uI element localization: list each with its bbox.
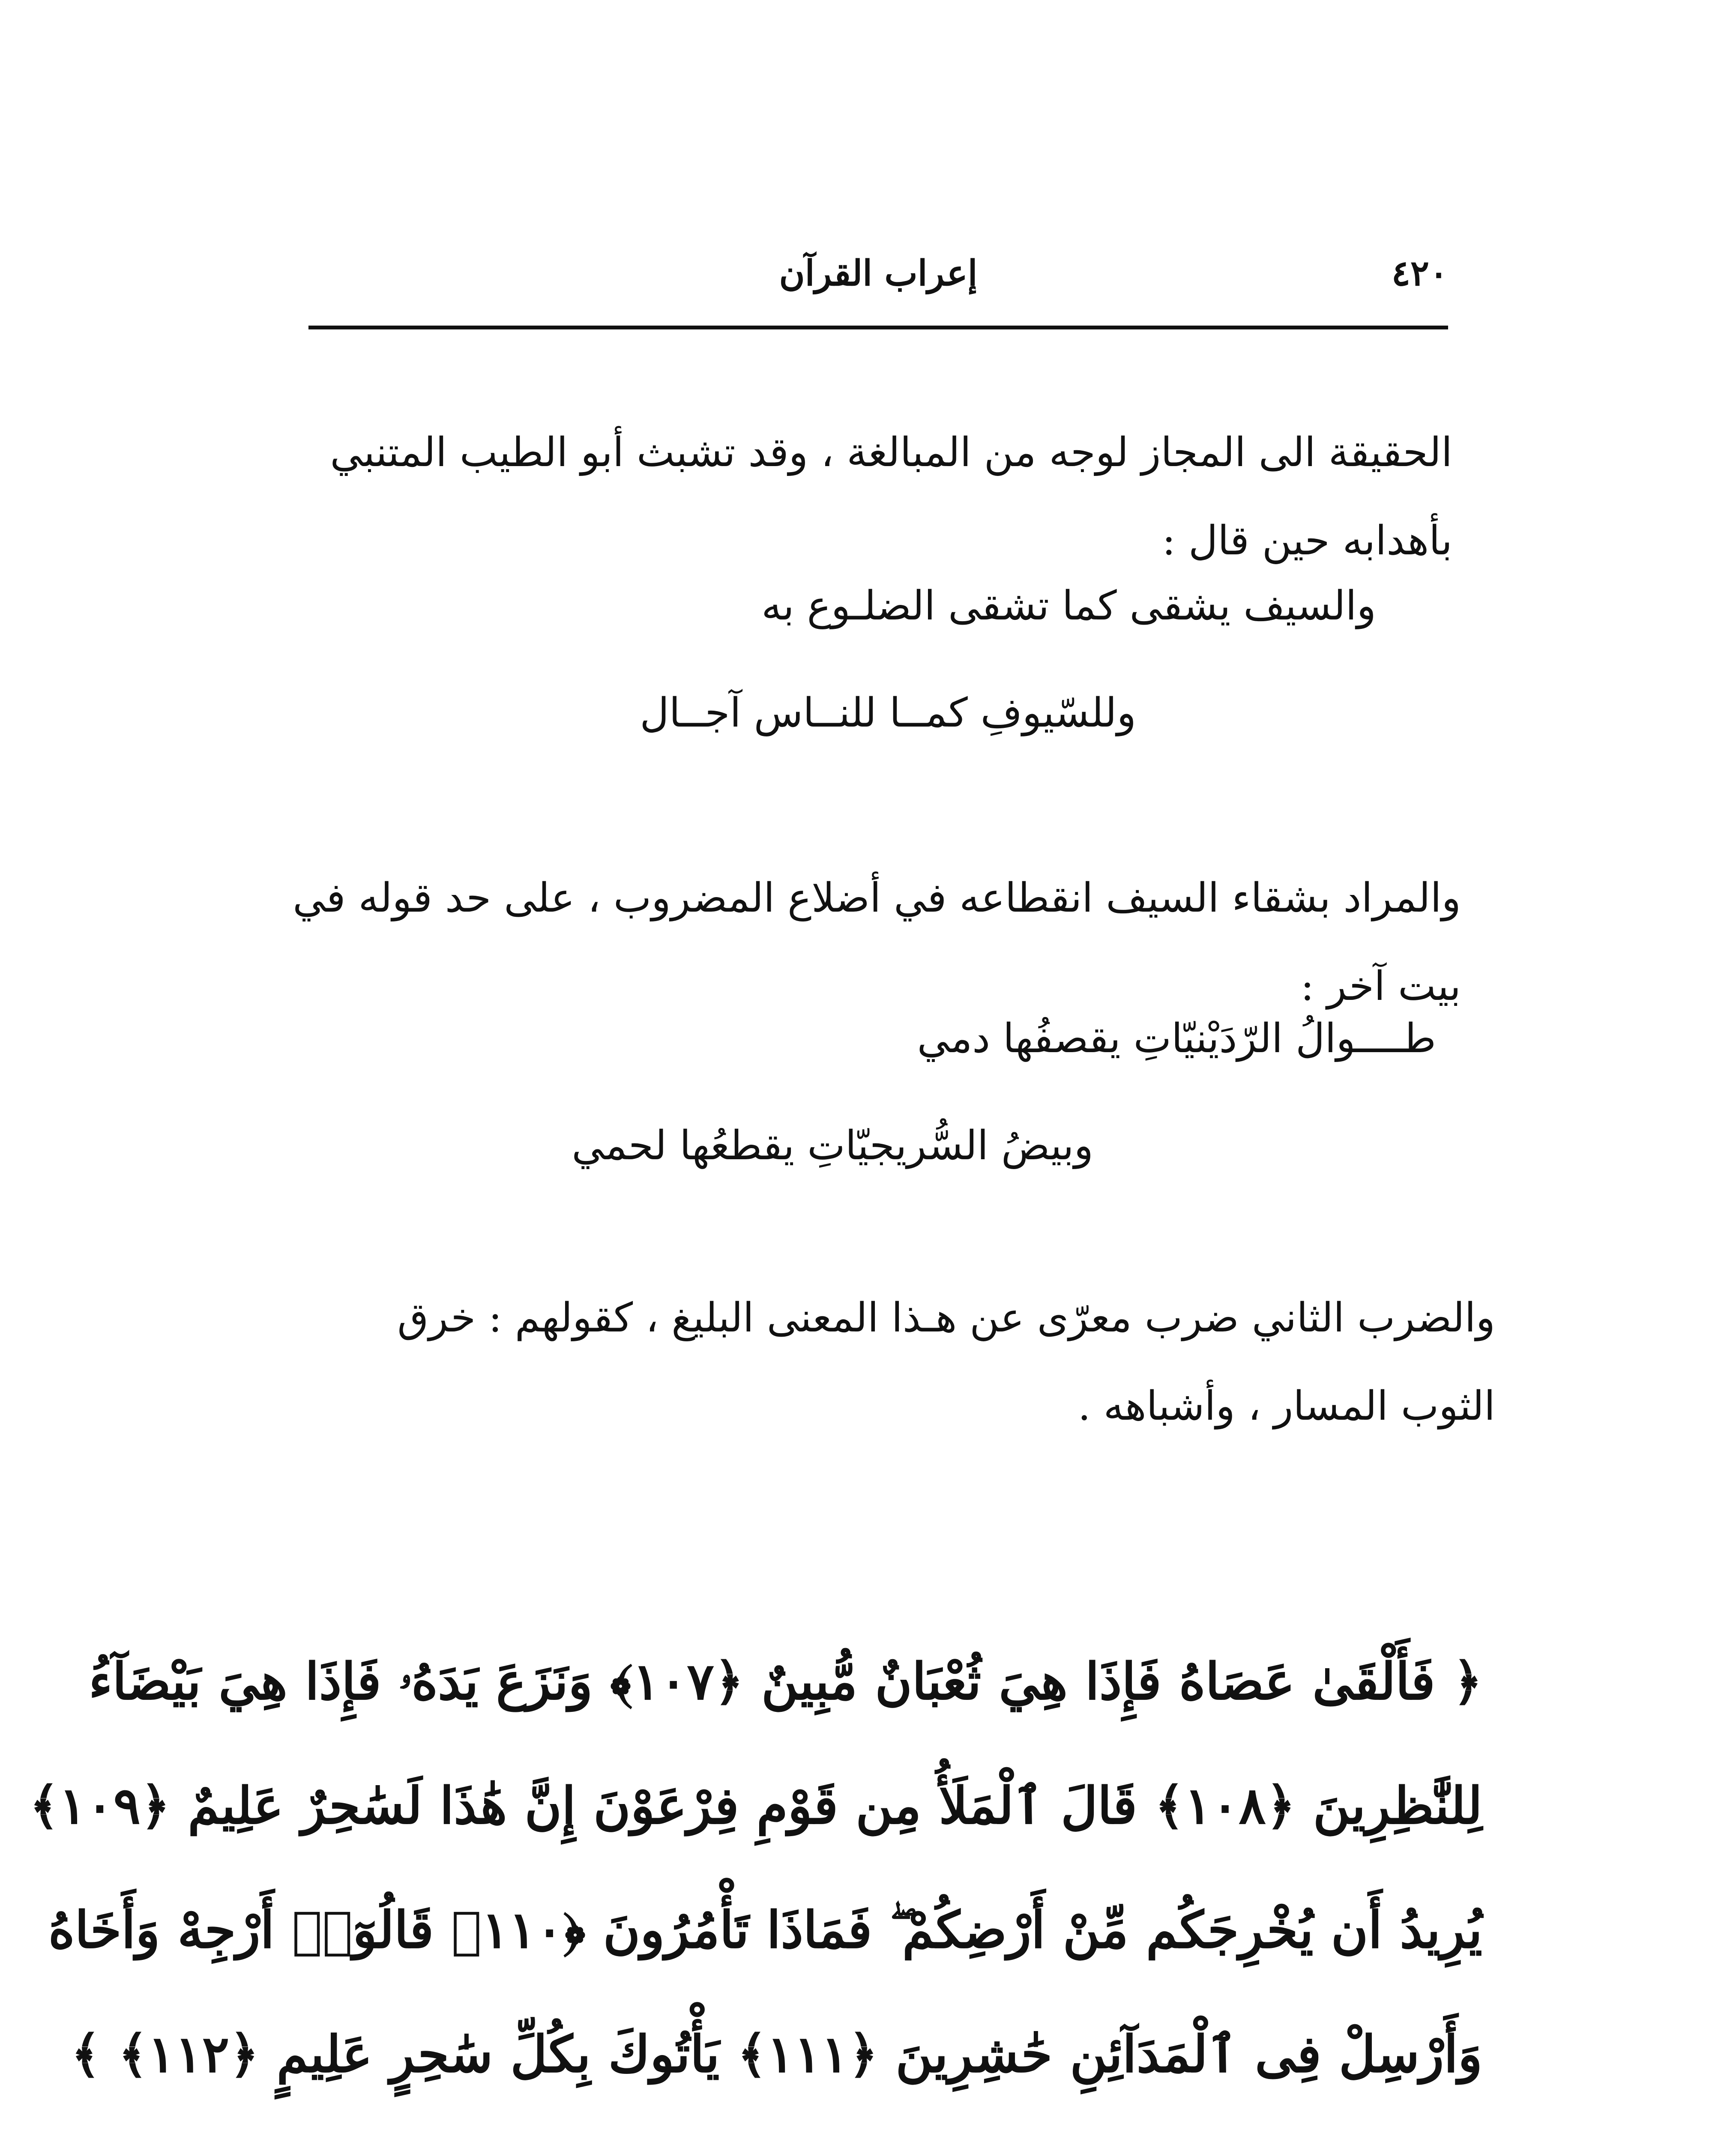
quran-line-4: وَأَرْسِلْ فِى ٱلْمَدَآئِنِ حَٰشِرِينَ ﴿١١١﴾ يَأْتُوكَ بِكُلِّ سَٰحِرٍ عَلِيمٍ ﴿١١٢﴾ ﴾	[71, 2024, 1482, 2084]
running-title: إعراب القرآن	[779, 253, 978, 294]
poem-verse-1-second-hemistich: وللسّيوفِ كمــا للنــاس آجــال	[640, 690, 1136, 736]
quran-line-2: لِلنَّٰظِرِينَ ﴿١٠٨﴾ قَالَ ٱلْمَلَأُ مِن قَوْمِ فِرْعَوْنَ إِنَّ هَٰذَا لَسَٰحِرٌ عَلِيمٌ ﴿١٠٩﴾	[29, 1776, 1482, 1835]
paragraph-intro: الحقيقة الى المجاز لوجه من المبالغة ، وقد تشبث أبو الطيب المتنبي بأهدابه حين قال :	[330, 429, 1452, 564]
page-header	[308, 253, 1448, 317]
poem-verse-2-second-hemistich: وبيضُ السُّريجيّاتِ يقطعُها لحمي	[572, 1122, 1093, 1169]
page-number: ٤٢٠	[1391, 253, 1448, 294]
quran-passage	[29, 1619, 1482, 2142]
header-rule	[308, 326, 1448, 329]
quran-line-1: ﴿ فَأَلْقَىٰ عَصَاهُ فَإِذَا هِيَ ثُعْبَانٌ مُّبِينٌ ﴿١٠٧﴾ وَنَزَعَ يَدَهُۥ فَإِذَا هِيَ بَيْضَآءُ	[89, 1651, 1482, 1711]
poem-verse-1-first-hemistich: والسيف يشقى كما تشقى الضلـوع به	[761, 583, 1376, 629]
quran-line-3: يُرِيدُ أَن يُخْرِجَكُم مِّنْ أَرْضِكُمْ ۖ فَمَاذَا تَأْمُرُونَ ﴿١١٠﴾ قَالُوٓا۟ أَرْجِهْ وَأَخَاهُ	[48, 1900, 1482, 1960]
paragraph-second-type: والضرب الثاني ضرب معرّى عن هـذا المعنى البليغ ، كقولهم : خرق الثوب المسار ، وأشباهه .	[397, 1295, 1495, 1430]
poem-verse-2-first-hemistich: طــــوالُ الرّدَيْنيّاتِ يقصفُها دمي	[917, 1015, 1436, 1062]
paragraph-explanation: والمراد بشقاء السيف انقطاعه في أضلاع المضروب ، على حد قوله في بيت آخر :	[293, 875, 1461, 1010]
